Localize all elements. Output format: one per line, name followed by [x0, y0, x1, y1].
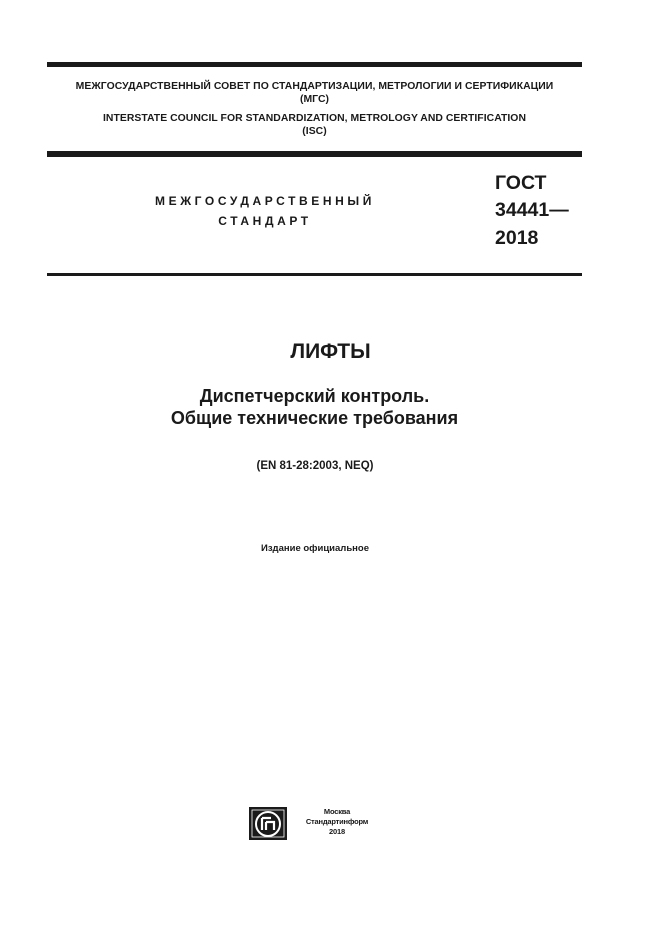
- publisher-name: Стандартинформ: [305, 817, 369, 826]
- gost-number: 34441—: [495, 199, 569, 221]
- standard-type-line2: СТАНДАРТ: [218, 214, 312, 228]
- gost-year: 2018: [495, 227, 539, 249]
- council-ru-abbr: (МГС): [299, 94, 330, 105]
- publisher-city: Москва: [323, 807, 351, 816]
- council-ru-name: МЕЖГОСУДАРСТВЕННЫЙ СОВЕТ ПО СТАНДАРТИЗАЦИИ, МЕТРОЛОГИИ И СЕРТИФИКАЦИИ: [75, 81, 554, 92]
- middle-rule: [47, 151, 582, 157]
- document-subtitle-line2: Общие технические требования: [170, 408, 459, 428]
- publisher-year: 2018: [329, 827, 345, 836]
- edition-note: Издание официальное: [261, 543, 369, 554]
- document-subtitle-line1: Диспетчерский контроль.: [199, 386, 430, 406]
- en-reference: (EN 81-28:2003, NEQ): [256, 460, 374, 472]
- standard-type-line1: МЕЖГОСУДАРСТВЕННЫЙ: [155, 194, 375, 208]
- council-en-block: [47, 112, 582, 138]
- document-title: ЛИФТЫ: [290, 340, 371, 363]
- council-en-abbr: (ISC): [302, 126, 327, 137]
- standartinform-logo-icon: [249, 807, 287, 840]
- bottom-rule: [47, 273, 582, 276]
- council-en-name: INTERSTATE COUNCIL FOR STANDARDIZATION, METROLOGY AND CERTIFICATION: [103, 113, 526, 124]
- council-ru-block: [47, 80, 582, 106]
- top-rule: [47, 62, 582, 67]
- gost-label: ГОСТ: [495, 172, 547, 194]
